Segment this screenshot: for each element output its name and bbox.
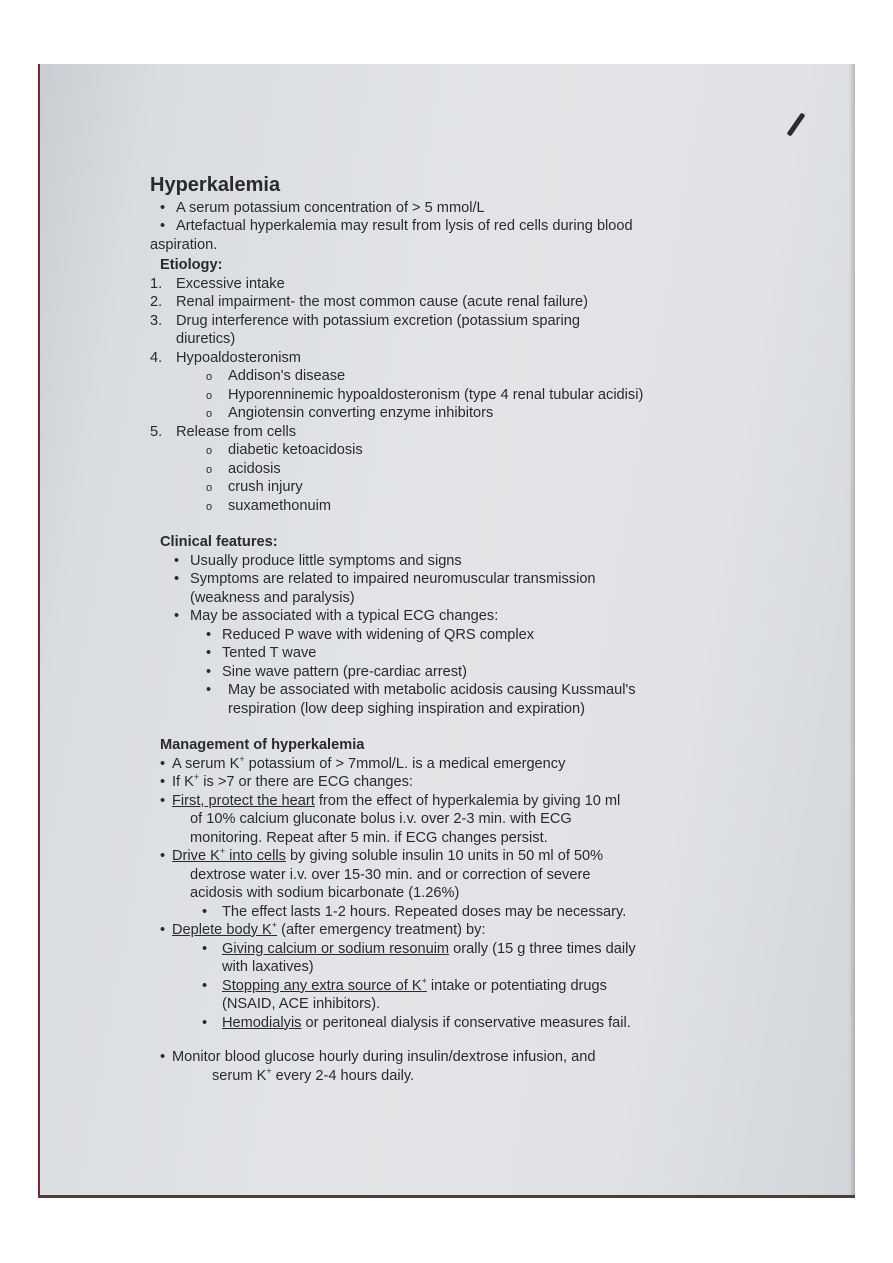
clinical-bullet: • May be associated with a typical ECG changes:: [150, 607, 750, 626]
underlined-text: First, protect the heart: [172, 792, 315, 809]
management-bullet: • Monitor blood glucose hourly during insulin/dextrose infusion, and: [150, 1048, 750, 1067]
text: from the effect of hyperkalemia by giving 10 ml: [314, 792, 621, 809]
management-continuation: (NSAID, ACE inhibitors).: [222, 996, 381, 1012]
management-bullet: [150, 847, 750, 866]
text: Stopping any extra source of K: [222, 977, 422, 994]
page-title: Hyperkalemia: [150, 174, 281, 196]
item-text: Excessive intake: [176, 275, 285, 292]
superscript-plus: +: [193, 772, 200, 783]
text: orally (15 g three times daily: [449, 940, 636, 957]
clinical-bullet: • Usually produce little symptoms and signs: [150, 552, 750, 571]
pen-mark: [786, 112, 805, 136]
item-number: 3.: [150, 312, 163, 329]
management-heading: Management of hyperkalemia: [160, 737, 365, 753]
etiology-subitem: o Angiotensin converting enzyme inhibitors: [150, 404, 750, 423]
underlined-text: [172, 848, 286, 864]
management-bullet: [150, 773, 750, 792]
superscript-plus: +: [421, 975, 427, 986]
underlined-text: Giving calcium or sodium resonuim: [222, 940, 450, 957]
superscript-plus: +: [219, 846, 226, 857]
underlined-text: [172, 922, 277, 938]
etiology-heading: Etiology:: [160, 257, 223, 273]
management-continuation: monitoring. Repeat after 5 min. if ECG changes persist.: [190, 829, 548, 846]
management-bullet: [150, 792, 750, 811]
etiology-item: [150, 423, 750, 442]
text: serum K: [212, 1067, 267, 1084]
management-bullet: [150, 921, 750, 940]
ecg-change: • Tented T wave: [150, 644, 750, 663]
underlined-text: [222, 975, 427, 994]
text: into cells: [225, 848, 286, 864]
item-text: Hypoaldosteronism: [176, 349, 301, 366]
underlined-text: Hemodialyis: [222, 1014, 302, 1031]
management-subbullet: • The effect lasts 1-2 hours. Repeated doses may be necessary.: [150, 903, 750, 922]
management-subbullet: [150, 977, 750, 996]
text: is >7 or there are ECG changes:: [199, 774, 413, 790]
superscript-plus: +: [271, 920, 278, 931]
text: (after emergency treatment) by:: [277, 922, 486, 938]
text: every 2-4 hours daily.: [271, 1067, 415, 1084]
ecg-change: • Reduced P wave with widening of QRS complex: [150, 626, 750, 645]
text: Drive K: [172, 848, 220, 864]
spacer: [150, 718, 750, 734]
etiology-subitem: o acidosis: [150, 460, 750, 479]
page-edge-shadow: [849, 64, 855, 1198]
text: or peritoneal dialysis if conservative measures fail.: [301, 1014, 631, 1031]
management-continuation: [150, 1067, 750, 1086]
management-continuation: with laxatives): [222, 959, 314, 975]
ecg-change: • May be associated with metabolic acidosis causing Kussmaul's: [150, 681, 750, 700]
text: potassium of > 7mmol/L. is a medical emergency: [244, 755, 566, 772]
ecg-change: • Sine wave pattern (pre-cardiac arrest): [150, 663, 750, 682]
item-text: Release from cells: [176, 423, 297, 440]
etiology-subitem: o suxamethonuim: [150, 497, 750, 516]
item-number: 5.: [150, 423, 163, 440]
management-continuation: of 10% calcium gluconate bolus i.v. over 2-3 min. with ECG: [190, 811, 572, 827]
clinical-continuation: (weakness and paralysis): [190, 589, 355, 606]
text: by giving soluble insulin 10 units in 50 ml of 50%: [285, 848, 604, 864]
etiology-subitem: o crush injury: [150, 478, 750, 497]
text: If K: [172, 774, 194, 790]
item-number: 2.: [150, 294, 163, 310]
management-continuation: dextrose water i.v. over 15-30 min. and or correction of severe: [190, 866, 591, 883]
management-subbullet: [150, 940, 750, 959]
text: A serum K: [172, 755, 240, 772]
superscript-plus: +: [239, 753, 245, 764]
etiology-item: [150, 312, 750, 331]
management-continuation: acidosis with sodium bicarbonate (1.26%): [190, 885, 460, 901]
superscript-plus: +: [266, 1065, 272, 1076]
etiology-item-continuation: diuretics): [176, 331, 236, 347]
clinical-bullet: • Symptoms are related to impaired neuromuscular transmission: [150, 570, 750, 589]
item-number: 4.: [150, 349, 163, 366]
spacer: [150, 515, 750, 531]
item-text: Drug interference with potassium excretion (potassium sparing: [176, 312, 580, 329]
intro-bullet: • A serum potassium concentration of > 5 mmol/L: [150, 199, 750, 218]
document-body: [150, 110, 750, 1085]
item-text: Renal impairment- the most common cause (acute renal failure): [176, 294, 589, 310]
text: Deplete body K: [172, 922, 272, 938]
management-bullet: [150, 755, 750, 774]
etiology-subitem: o Addison's disease: [150, 367, 750, 386]
etiology-subitem: o diabetic ketoacidosis: [150, 441, 750, 460]
spacer: [150, 1032, 750, 1048]
etiology-subitem: o Hyporenninemic hypoaldosteronism (type 4 renal tubular acidisi): [150, 386, 750, 405]
intro-bullet: • Artefactual hyperkalemia may result from lysis of red cells during blood: [150, 217, 750, 236]
etiology-item: [150, 275, 750, 294]
management-subbullet: [150, 1014, 750, 1033]
item-number: 1.: [150, 275, 163, 292]
etiology-item: [150, 293, 750, 312]
etiology-item: [150, 349, 750, 368]
ecg-continuation: respiration (low deep sighing inspiration and expiration): [228, 700, 585, 717]
clinical-heading: Clinical features:: [160, 534, 278, 550]
intro-continuation: aspiration.: [150, 236, 218, 253]
text: intake or potentiating drugs: [426, 977, 607, 994]
